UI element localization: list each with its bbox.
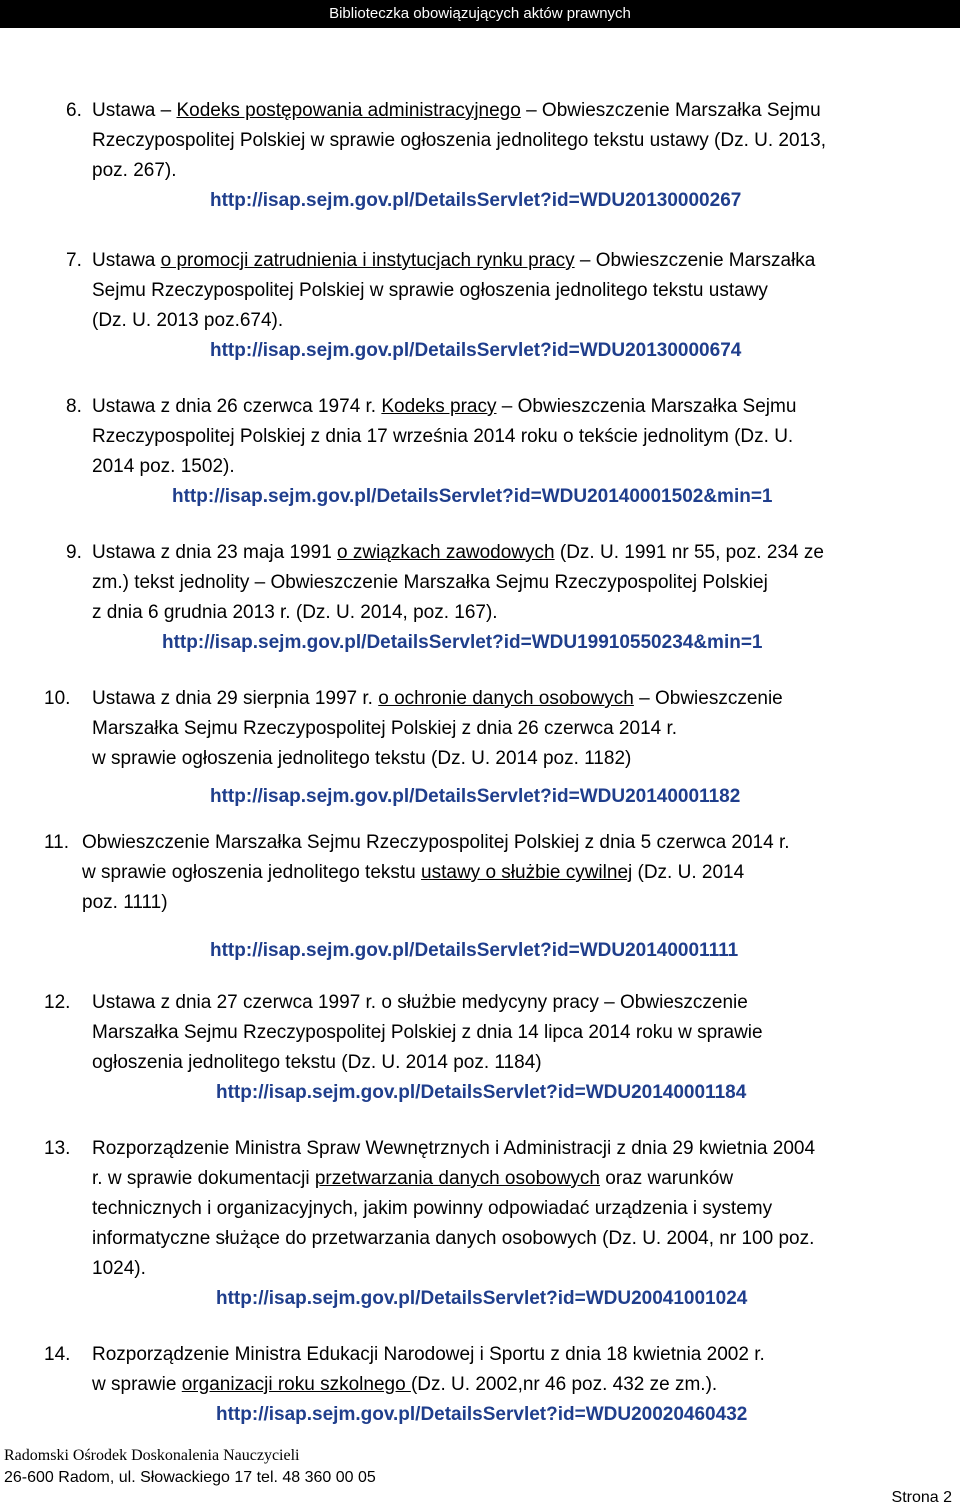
text-segment: – Obwieszczenie Marszałka xyxy=(574,250,816,271)
page-header: Biblioteczka obowiązujących aktów prawnych xyxy=(0,0,960,28)
text-line xyxy=(92,1340,765,1370)
text-line xyxy=(92,422,796,452)
item-text xyxy=(92,96,826,186)
isap-link[interactable]: http://isap.sejm.gov.pl/DetailsServlet?id=WDU20140001182 xyxy=(210,786,741,807)
text-segment: w sprawie xyxy=(92,1374,182,1395)
text-line xyxy=(82,888,790,918)
item-text xyxy=(92,246,815,336)
text-segment: – Obwieszczenie xyxy=(633,688,783,709)
text-segment: technicznych i organizacyjnych, jakim powinny odpowiadać urządzenia i systemy xyxy=(92,1198,773,1219)
text-segment: oraz warunków xyxy=(600,1168,734,1189)
text-segment: Ustawa z dnia 23 maja 1991 xyxy=(92,542,338,563)
text-line xyxy=(92,96,826,126)
isap-link[interactable]: http://isap.sejm.gov.pl/DetailsServlet?id=WDU20041001024 xyxy=(216,1288,748,1309)
item-text xyxy=(92,684,783,774)
isap-link[interactable]: http://isap.sejm.gov.pl/DetailsServlet?id=WDU20140001184 xyxy=(216,1082,747,1103)
text-segment: Marszałka Sejmu Rzeczypospolitej Polskiej z dnia 26 czerwca 2014 r. xyxy=(92,718,678,739)
text-line xyxy=(92,392,796,422)
text-line xyxy=(92,538,824,568)
text-segment: Rzeczypospolitej Polskiej w sprawie ogłoszenia jednolitego tekstu ustawy (Dz. U. 2013, xyxy=(92,130,826,151)
text-segment: (Dz. U. 2014 xyxy=(632,862,745,883)
text-line xyxy=(92,276,815,306)
text-line xyxy=(92,306,815,336)
text-segment: Ustawa z dnia 26 czerwca 1974 r. xyxy=(92,396,382,417)
isap-link[interactable]: http://isap.sejm.gov.pl/DetailsServlet?id=WDU19910550234&min=1 xyxy=(162,632,763,653)
item-number: 7. xyxy=(66,250,82,271)
text-segment: Ustawa z dnia 27 czerwca 1997 r. o służbie medycyny pracy – Obwieszczenie xyxy=(92,992,748,1013)
isap-link[interactable]: http://isap.sejm.gov.pl/DetailsServlet?id=WDU20130000267 xyxy=(210,190,742,211)
text-line xyxy=(92,156,826,186)
text-segment: ogłoszenia jednolitego tekstu (Dz. U. 2014 poz. 1184) xyxy=(92,1052,542,1073)
text-segment: organizacji roku szkolnego xyxy=(181,1374,411,1395)
text-segment: o związkach zawodowych xyxy=(337,542,555,563)
text-line xyxy=(92,452,796,482)
text-segment: w sprawie ogłoszenia jednolitego tekstu xyxy=(82,862,422,883)
text-segment: Rozporządzenie Ministra Spraw Wewnętrznych i Administracji z dnia 29 kwietnia 2004 xyxy=(92,1138,816,1159)
text-segment: o ochronie danych osobowych xyxy=(378,688,634,709)
text-line xyxy=(92,598,824,628)
text-line xyxy=(92,1370,765,1400)
page-number: Strona 2 xyxy=(891,1489,952,1506)
text-line xyxy=(82,828,790,858)
item-text xyxy=(92,1340,765,1400)
item-text xyxy=(92,538,824,628)
text-segment: Kodeks pracy xyxy=(381,396,497,417)
text-segment: 2014 poz. 1502). xyxy=(92,456,235,477)
item-text xyxy=(92,988,763,1078)
text-line xyxy=(92,684,783,714)
item-text xyxy=(92,392,796,482)
item-number: 6. xyxy=(66,100,82,121)
text-line xyxy=(92,1018,763,1048)
item-number: 11. xyxy=(44,832,70,853)
text-segment: (Dz. U. 2013 poz.674). xyxy=(92,310,284,331)
text-segment: zm.) tekst jednolity – Obwieszczenie Marszałka Sejmu Rzeczypospolitej Polskiej xyxy=(92,572,768,593)
text-line xyxy=(92,1134,815,1164)
text-segment: Kodeks postępowania administracyjnego xyxy=(176,100,521,121)
isap-link[interactable]: http://isap.sejm.gov.pl/DetailsServlet?id=WDU20130000674 xyxy=(210,340,742,361)
text-segment: Ustawa – xyxy=(92,100,177,121)
text-segment: poz. 267). xyxy=(92,160,177,181)
text-segment: Rozporządzenie Ministra Edukacji Narodowej i Sportu z dnia 18 kwietnia 2002 r. xyxy=(92,1344,765,1365)
text-line xyxy=(92,1048,763,1078)
text-line xyxy=(92,744,783,774)
isap-link[interactable]: http://isap.sejm.gov.pl/DetailsServlet?id=WDU20140001502&min=1 xyxy=(172,486,773,507)
text-line xyxy=(92,1224,815,1254)
text-line xyxy=(92,988,763,1018)
item-text xyxy=(92,1134,815,1284)
text-line xyxy=(92,1164,815,1194)
text-segment: w sprawie ogłoszenia jednolitego tekstu (Dz. U. 2014 poz. 1182) xyxy=(92,748,632,769)
isap-link[interactable]: http://isap.sejm.gov.pl/DetailsServlet?id=WDU20140001111 xyxy=(210,940,739,961)
text-segment: r. w sprawie dokumentacji xyxy=(92,1168,315,1189)
text-segment: 1024). xyxy=(92,1258,146,1279)
text-segment: Ustawa xyxy=(92,250,161,271)
text-segment: Sejmu Rzeczypospolitej Polskiej w sprawie ogłoszenia jednolitego tekstu ustawy xyxy=(92,280,768,301)
text-line xyxy=(92,1254,815,1284)
text-segment: przetwarzania danych osobowych xyxy=(314,1168,600,1189)
text-segment: Marszałka Sejmu Rzeczypospolitej Polskiej z dnia 14 lipca 2014 roku w sprawie xyxy=(92,1022,763,1043)
item-text xyxy=(82,828,790,918)
text-line xyxy=(82,858,790,888)
footer-address: 26-600 Radom, ul. Słowackiego 17 tel. 48 360 00 05 xyxy=(4,1469,376,1486)
item-number: 8. xyxy=(66,396,82,417)
text-segment: o promocji zatrudnienia i instytucjach rynku pracy xyxy=(160,250,575,271)
text-segment: poz. 1111) xyxy=(82,892,168,913)
item-number: 10. xyxy=(44,688,71,709)
item-number: 14. xyxy=(44,1344,71,1365)
text-segment: (Dz. U. 2002,nr 46 poz. 432 ze zm.). xyxy=(410,1374,718,1395)
text-segment: – Obwieszczenie Marszałka Sejmu xyxy=(520,100,821,121)
text-line xyxy=(92,1194,815,1224)
text-line xyxy=(92,568,824,598)
text-segment: Rzeczypospolitej Polskiej z dnia 17 września 2014 roku o tekście jednolitym (Dz. U. xyxy=(92,426,794,447)
isap-link[interactable]: http://isap.sejm.gov.pl/DetailsServlet?id=WDU20020460432 xyxy=(216,1404,748,1425)
text-line xyxy=(92,246,815,276)
item-number: 13. xyxy=(44,1138,71,1159)
item-number: 12. xyxy=(44,992,71,1013)
text-segment: Obwieszczenie Marszałka Sejmu Rzeczypospolitej Polskiej z dnia 5 czerwca 2014 r. xyxy=(82,832,790,853)
text-segment: informatyczne służące do przetwarzania danych osobowych (Dz. U. 2004, nr 100 poz. xyxy=(92,1228,815,1249)
text-segment: ustawy o służbie cywilnej xyxy=(421,862,633,883)
text-segment: z dnia 6 grudnia 2013 r. (Dz. U. 2014, poz. 167). xyxy=(92,602,498,623)
text-line xyxy=(92,126,826,156)
footer-organization: Radomski Ośrodek Doskonalenia Nauczycieli xyxy=(4,1447,300,1464)
text-segment: – Obwieszczenia Marszałka Sejmu xyxy=(496,396,797,417)
item-number: 9. xyxy=(66,542,82,563)
text-segment: (Dz. U. 1991 nr 55, poz. 234 ze xyxy=(554,542,824,563)
text-segment: Ustawa z dnia 29 sierpnia 1997 r. xyxy=(92,688,379,709)
text-line xyxy=(92,714,783,744)
